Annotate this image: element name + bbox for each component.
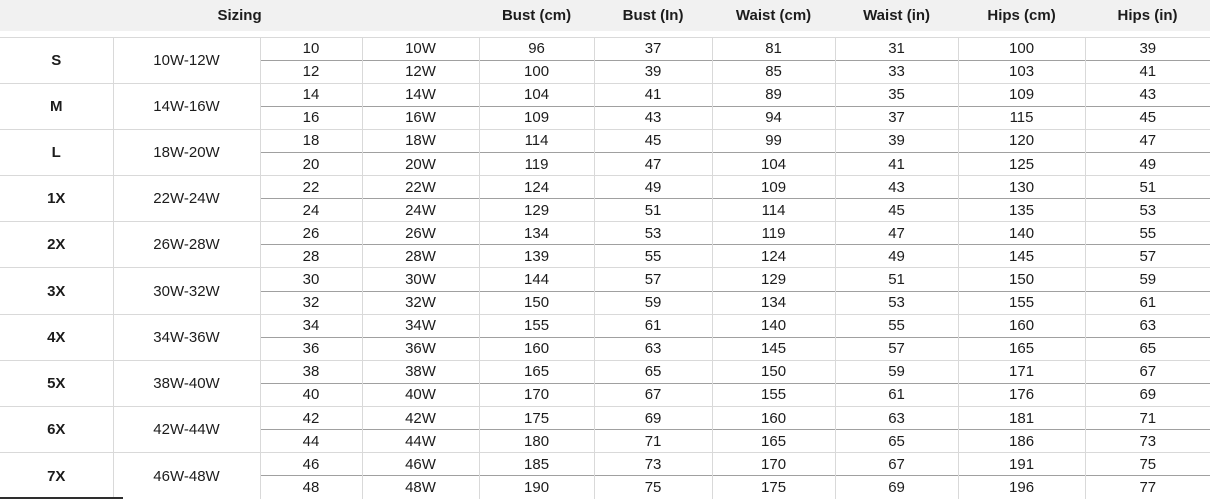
- waist-cm-cell: 155: [712, 383, 835, 406]
- bust-cm-cell: 139: [479, 245, 594, 268]
- hips-in-cell: 51: [1085, 176, 1210, 199]
- size-number-cell: 36: [260, 337, 362, 360]
- size-range-cell: 34W-36W: [113, 314, 260, 360]
- size-range-cell: 26W-28W: [113, 222, 260, 268]
- bust-in-cell: 61: [594, 314, 712, 337]
- size-number-cell: 28: [260, 245, 362, 268]
- waist-in-cell: 53: [835, 291, 958, 314]
- size-number-cell: 32: [260, 291, 362, 314]
- size-range-cell: 46W-48W: [113, 453, 260, 499]
- size-w-cell: 44W: [362, 430, 479, 453]
- bust-in-cell: 69: [594, 407, 712, 430]
- waist-in-cell: 45: [835, 199, 958, 222]
- hips-in-cell: 69: [1085, 383, 1210, 406]
- size-w-cell: 12W: [362, 60, 479, 83]
- hips-cm-cell: 191: [958, 453, 1085, 476]
- size-number-cell: 10: [260, 37, 362, 60]
- hips-cm-cell: 171: [958, 360, 1085, 383]
- hips-cm-cell: 109: [958, 83, 1085, 106]
- size-label-cell: M: [0, 83, 113, 129]
- hips-in-cell: 49: [1085, 152, 1210, 175]
- hips-cm-cell: 125: [958, 152, 1085, 175]
- hips-cm-cell: 135: [958, 199, 1085, 222]
- size-range-cell: 22W-24W: [113, 176, 260, 222]
- table-row: [0, 453, 1210, 476]
- size-number-cell: 20: [260, 152, 362, 175]
- header-waist-cm: Waist (cm): [712, 0, 835, 37]
- table-row: [0, 176, 1210, 199]
- bust-cm-cell: 124: [479, 176, 594, 199]
- bust-cm-cell: 104: [479, 83, 594, 106]
- waist-in-cell: 33: [835, 60, 958, 83]
- hips-in-cell: 43: [1085, 83, 1210, 106]
- hips-in-cell: 67: [1085, 360, 1210, 383]
- hips-in-cell: 45: [1085, 106, 1210, 129]
- waist-cm-cell: 81: [712, 37, 835, 60]
- bust-in-cell: 65: [594, 360, 712, 383]
- bust-cm-cell: 129: [479, 199, 594, 222]
- size-w-cell: 22W: [362, 176, 479, 199]
- size-label-cell: 6X: [0, 407, 113, 453]
- waist-cm-cell: 150: [712, 360, 835, 383]
- waist-in-cell: 67: [835, 453, 958, 476]
- waist-in-cell: 35: [835, 83, 958, 106]
- size-w-cell: 46W: [362, 453, 479, 476]
- hips-cm-cell: 160: [958, 314, 1085, 337]
- waist-cm-cell: 134: [712, 291, 835, 314]
- bust-cm-cell: 160: [479, 337, 594, 360]
- size-label-cell: 4X: [0, 314, 113, 360]
- size-number-cell: 34: [260, 314, 362, 337]
- size-label-cell: 2X: [0, 222, 113, 268]
- size-range-cell: 38W-40W: [113, 360, 260, 406]
- bust-in-cell: 53: [594, 222, 712, 245]
- size-range-cell: 42W-44W: [113, 407, 260, 453]
- size-w-cell: 20W: [362, 152, 479, 175]
- hips-cm-cell: 115: [958, 106, 1085, 129]
- header-hips-cm: Hips (cm): [958, 0, 1085, 37]
- bust-in-cell: 47: [594, 152, 712, 175]
- hips-in-cell: 75: [1085, 453, 1210, 476]
- waist-cm-cell: 145: [712, 337, 835, 360]
- hips-cm-cell: 196: [958, 476, 1085, 499]
- waist-cm-cell: 175: [712, 476, 835, 499]
- bust-cm-cell: 134: [479, 222, 594, 245]
- size-w-cell: 28W: [362, 245, 479, 268]
- waist-in-cell: 69: [835, 476, 958, 499]
- size-w-cell: 26W: [362, 222, 479, 245]
- waist-in-cell: 51: [835, 268, 958, 291]
- size-number-cell: 40: [260, 383, 362, 406]
- bust-cm-cell: 165: [479, 360, 594, 383]
- waist-cm-cell: 160: [712, 407, 835, 430]
- hips-in-cell: 65: [1085, 337, 1210, 360]
- hips-in-cell: 47: [1085, 129, 1210, 152]
- table-row: [0, 268, 1210, 291]
- size-label-cell: S: [0, 37, 113, 83]
- hips-cm-cell: 100: [958, 37, 1085, 60]
- bust-in-cell: 73: [594, 453, 712, 476]
- bust-cm-cell: 170: [479, 383, 594, 406]
- size-number-cell: 46: [260, 453, 362, 476]
- bust-cm-cell: 109: [479, 106, 594, 129]
- hips-in-cell: 59: [1085, 268, 1210, 291]
- waist-cm-cell: 89: [712, 83, 835, 106]
- hips-cm-cell: 181: [958, 407, 1085, 430]
- waist-in-cell: 49: [835, 245, 958, 268]
- size-number-cell: 38: [260, 360, 362, 383]
- hips-cm-cell: 155: [958, 291, 1085, 314]
- hips-cm-cell: 145: [958, 245, 1085, 268]
- hips-in-cell: 41: [1085, 60, 1210, 83]
- bust-in-cell: 75: [594, 476, 712, 499]
- table-body: [0, 37, 1210, 499]
- size-w-cell: 14W: [362, 83, 479, 106]
- waist-in-cell: 31: [835, 37, 958, 60]
- size-w-cell: 16W: [362, 106, 479, 129]
- size-number-cell: 44: [260, 430, 362, 453]
- table-row: [0, 129, 1210, 152]
- hips-in-cell: 39: [1085, 37, 1210, 60]
- size-w-cell: 40W: [362, 383, 479, 406]
- table-row: [0, 314, 1210, 337]
- waist-cm-cell: 94: [712, 106, 835, 129]
- waist-cm-cell: 114: [712, 199, 835, 222]
- bust-cm-cell: 180: [479, 430, 594, 453]
- size-range-cell: 10W-12W: [113, 37, 260, 83]
- hips-cm-cell: 120: [958, 129, 1085, 152]
- header-bust-cm: Bust (cm): [479, 0, 594, 37]
- size-number-cell: 12: [260, 60, 362, 83]
- hips-in-cell: 55: [1085, 222, 1210, 245]
- hips-in-cell: 77: [1085, 476, 1210, 499]
- waist-in-cell: 39: [835, 129, 958, 152]
- bust-in-cell: 57: [594, 268, 712, 291]
- waist-in-cell: 55: [835, 314, 958, 337]
- size-w-cell: 34W: [362, 314, 479, 337]
- size-label-cell: 5X: [0, 360, 113, 406]
- bust-cm-cell: 150: [479, 291, 594, 314]
- bust-cm-cell: 185: [479, 453, 594, 476]
- size-w-cell: 36W: [362, 337, 479, 360]
- bust-in-cell: 55: [594, 245, 712, 268]
- size-range-cell: 14W-16W: [113, 83, 260, 129]
- bust-in-cell: 37: [594, 37, 712, 60]
- hips-in-cell: 71: [1085, 407, 1210, 430]
- header-bust-in: Bust (In): [594, 0, 712, 37]
- header-row: [0, 0, 1210, 37]
- hips-cm-cell: 103: [958, 60, 1085, 83]
- size-w-cell: 24W: [362, 199, 479, 222]
- bust-cm-cell: 96: [479, 37, 594, 60]
- waist-cm-cell: 119: [712, 222, 835, 245]
- bust-cm-cell: 119: [479, 152, 594, 175]
- size-number-cell: 18: [260, 129, 362, 152]
- waist-in-cell: 41: [835, 152, 958, 175]
- bust-cm-cell: 175: [479, 407, 594, 430]
- header-waist-in: Waist (in): [835, 0, 958, 37]
- bust-cm-cell: 190: [479, 476, 594, 499]
- hips-in-cell: 53: [1085, 199, 1210, 222]
- bust-in-cell: 63: [594, 337, 712, 360]
- size-number-cell: 16: [260, 106, 362, 129]
- size-label-cell: 1X: [0, 176, 113, 222]
- header-sizing: Sizing: [0, 0, 479, 37]
- waist-cm-cell: 109: [712, 176, 835, 199]
- waist-in-cell: 61: [835, 383, 958, 406]
- hips-cm-cell: 186: [958, 430, 1085, 453]
- bust-in-cell: 41: [594, 83, 712, 106]
- hips-cm-cell: 165: [958, 337, 1085, 360]
- table-row: [0, 407, 1210, 430]
- size-range-cell: 30W-32W: [113, 268, 260, 314]
- size-number-cell: 30: [260, 268, 362, 291]
- size-number-cell: 22: [260, 176, 362, 199]
- waist-cm-cell: 99: [712, 129, 835, 152]
- waist-cm-cell: 165: [712, 430, 835, 453]
- hips-in-cell: 73: [1085, 430, 1210, 453]
- size-w-cell: 42W: [362, 407, 479, 430]
- waist-cm-cell: 124: [712, 245, 835, 268]
- bust-in-cell: 51: [594, 199, 712, 222]
- size-w-cell: 48W: [362, 476, 479, 499]
- size-number-cell: 42: [260, 407, 362, 430]
- bust-in-cell: 43: [594, 106, 712, 129]
- size-range-cell: 18W-20W: [113, 129, 260, 175]
- size-number-cell: 26: [260, 222, 362, 245]
- waist-cm-cell: 140: [712, 314, 835, 337]
- table-row: [0, 83, 1210, 106]
- waist-in-cell: 57: [835, 337, 958, 360]
- hips-cm-cell: 140: [958, 222, 1085, 245]
- size-number-cell: 48: [260, 476, 362, 499]
- size-w-cell: 18W: [362, 129, 479, 152]
- bust-in-cell: 45: [594, 129, 712, 152]
- bust-in-cell: 67: [594, 383, 712, 406]
- hips-in-cell: 57: [1085, 245, 1210, 268]
- table-row: [0, 222, 1210, 245]
- size-number-cell: 14: [260, 83, 362, 106]
- bust-cm-cell: 100: [479, 60, 594, 83]
- bust-in-cell: 59: [594, 291, 712, 314]
- waist-in-cell: 65: [835, 430, 958, 453]
- bust-in-cell: 49: [594, 176, 712, 199]
- waist-cm-cell: 104: [712, 152, 835, 175]
- waist-cm-cell: 85: [712, 60, 835, 83]
- table-row: [0, 37, 1210, 60]
- size-w-cell: 10W: [362, 37, 479, 60]
- waist-cm-cell: 170: [712, 453, 835, 476]
- waist-in-cell: 43: [835, 176, 958, 199]
- bust-cm-cell: 144: [479, 268, 594, 291]
- size-label-cell: L: [0, 129, 113, 175]
- header-hips-in: Hips (in): [1085, 0, 1210, 37]
- hips-cm-cell: 130: [958, 176, 1085, 199]
- waist-in-cell: 59: [835, 360, 958, 383]
- size-label-cell: 7X: [0, 453, 113, 499]
- size-w-cell: 38W: [362, 360, 479, 383]
- size-w-cell: 32W: [362, 291, 479, 314]
- bust-cm-cell: 114: [479, 129, 594, 152]
- size-w-cell: 30W: [362, 268, 479, 291]
- hips-cm-cell: 150: [958, 268, 1085, 291]
- hips-in-cell: 63: [1085, 314, 1210, 337]
- waist-in-cell: 47: [835, 222, 958, 245]
- hips-cm-cell: 176: [958, 383, 1085, 406]
- bust-in-cell: 39: [594, 60, 712, 83]
- waist-cm-cell: 129: [712, 268, 835, 291]
- bust-cm-cell: 155: [479, 314, 594, 337]
- bust-in-cell: 71: [594, 430, 712, 453]
- hips-in-cell: 61: [1085, 291, 1210, 314]
- size-number-cell: 24: [260, 199, 362, 222]
- size-label-cell: 3X: [0, 268, 113, 314]
- table-row: [0, 360, 1210, 383]
- waist-in-cell: 37: [835, 106, 958, 129]
- waist-in-cell: 63: [835, 407, 958, 430]
